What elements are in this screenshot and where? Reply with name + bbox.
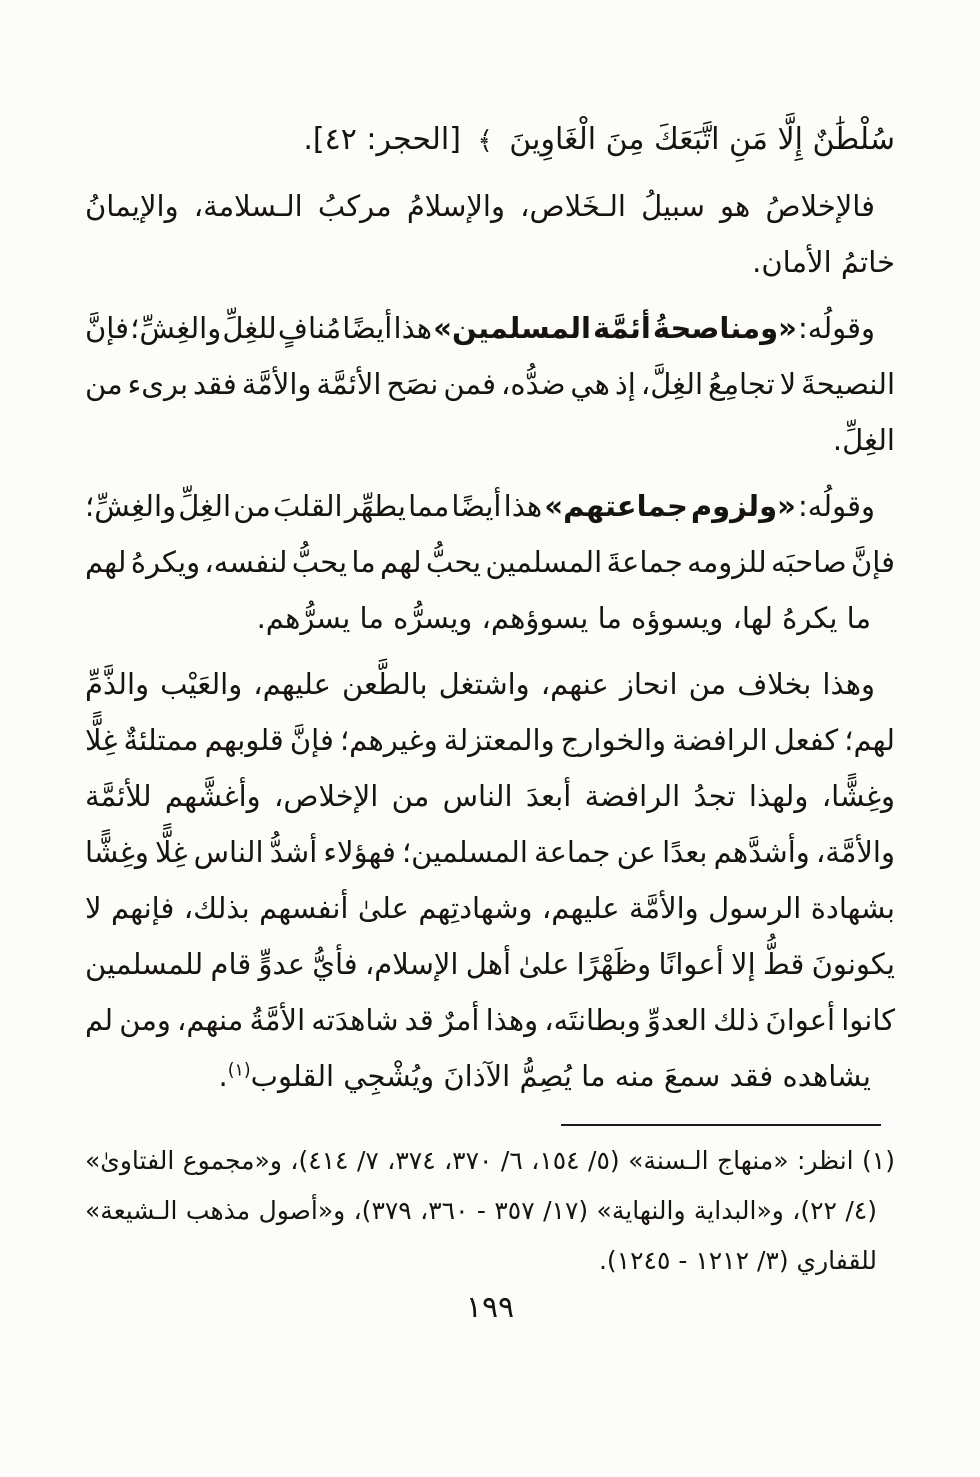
hadith-phrase-bold: «ولزوم جماعتهم»: [544, 489, 796, 523]
line-text: يشاهده فقد سمعَ منه ما يُصِمُّ الآذانَ ويُشْجِي القلوب: [250, 1059, 871, 1093]
footnote-block: [85, 1124, 895, 1286]
paragraph-end-line: خاتمُ الأمان.: [752, 245, 895, 279]
paragraph-line: بشهادة الرسول والأمَّة عليهم، وشهادتِهم علىٰ أنفسهم بذلك، فإنهم لا: [85, 891, 895, 925]
footnote-line: (٤/ ٢٢)، و«البداية والنهاية» (١٧/ ٣٥٧ - ٣٦٠، ٣٧٩)، و«أصول مذهب الـشيعة»: [85, 1196, 877, 1225]
line-text: وقولُه:: [795, 489, 875, 523]
footnote-line: (١) انظر: «منهاج الـسنة» (٥/ ١٥٤، ٦/ ٣٧٠، ٣٧٤، ٧/ ٤١٤)، و«مجموع الفتاوىٰ»: [84, 1146, 895, 1175]
paragraph-line: كانوا أعوانَ ذلك العدوِّ وبطانتَه، وهذا أمرٌ قد شاهدَته الأمَّةُ منهم، ومن لم: [85, 1003, 895, 1037]
hadith-phrase-bold: «ومناصحةُ أئمَّة المسلمين»: [433, 311, 797, 345]
ayah-reference: [الحجر: ٤٢].: [303, 122, 461, 157]
line-text: هذا أيضًا مما يطهِّر القلبَ من الغِلِّ والغِشِّ؛: [85, 489, 545, 523]
footnote-end-line: للقفاري (٣/ ١٢١٢ - ١٢٤٥).: [598, 1246, 877, 1275]
paragraph-end-line: الغِلِّ.: [832, 423, 895, 457]
line-text: .: [218, 1059, 228, 1093]
paragraph-line: يكونونَ قطُّ إلا أعوانًا وظَهْرًا علىٰ أهل الإسلام، فأيُّ عدوٍّ قام للمسلمين: [85, 947, 895, 981]
footnote-marker-ref: (١): [227, 1060, 251, 1081]
paragraph-line: وغِشًّا، ولهذا تجدُ الرافضة أبعدَ الناس من الإخلاص، وأغشَّهم للأئمَّة: [85, 779, 895, 813]
paragraph-line: فالإخلاصُ هو سبيلُ الـخَلاص، والإسلامُ مركبُ الـسلامة، والإيمانُ: [85, 189, 875, 223]
paragraph-line: فإنَّ صاحبَه للزومه جماعةَ المسلمين يحبُّ لهم ما يحبُّ لنفسه، ويكرهُ لهم: [85, 545, 895, 579]
footnote-separator-rule: [561, 1124, 881, 1126]
paragraph-line: وهذا بخلاف من انحاز عنهم، واشتغل بالطَّعن عليهم، والعَيْب والذَّمِّ: [85, 667, 875, 701]
paragraph-line: [85, 478, 895, 534]
paragraph-line: والأمَّة، وأشدَّهم بعدًا عن جماعة المسلمين؛ فهؤلاء أشدُّ الناس غِلًّا وغِشًّا: [85, 835, 895, 869]
paragraph-end-line: [85, 1048, 895, 1104]
quran-verse-text: سُلْطَٰنٌ إِلَّا مَنِ اتَّبَعَكَ مِنَ الْغَاوِينَ: [509, 122, 895, 157]
paragraph-line: النصيحةَ لا تجامِعُ الغِلَّ، إذ هي ضدُّه، فمن نصَح الأئمَّة والأمَّة فقد برىء من: [85, 367, 895, 401]
paragraph-line: [85, 300, 895, 356]
paragraph-line: لهم؛ كفعل الرافضة والخوارج والمعتزلة وغيرهم؛ فإنَّ قلوبهم ممتلئةٌ غِلًّا: [85, 723, 895, 757]
ayah-end-ornament: ﴾: [477, 126, 493, 156]
quran-verse-line: [85, 112, 895, 168]
paragraph-end-line: ما يكرهُ لها، ويسوؤه ما يسوؤهم، ويسرُّه ما يسرُّهم.: [256, 601, 871, 635]
page-number: ١٩٩: [465, 1290, 515, 1325]
line-text: وقولُه:: [796, 311, 875, 345]
line-text: هذا أيضًا مُنافٍ للغِلِّ والغِشِّ؛ فإنَّ: [85, 311, 434, 345]
